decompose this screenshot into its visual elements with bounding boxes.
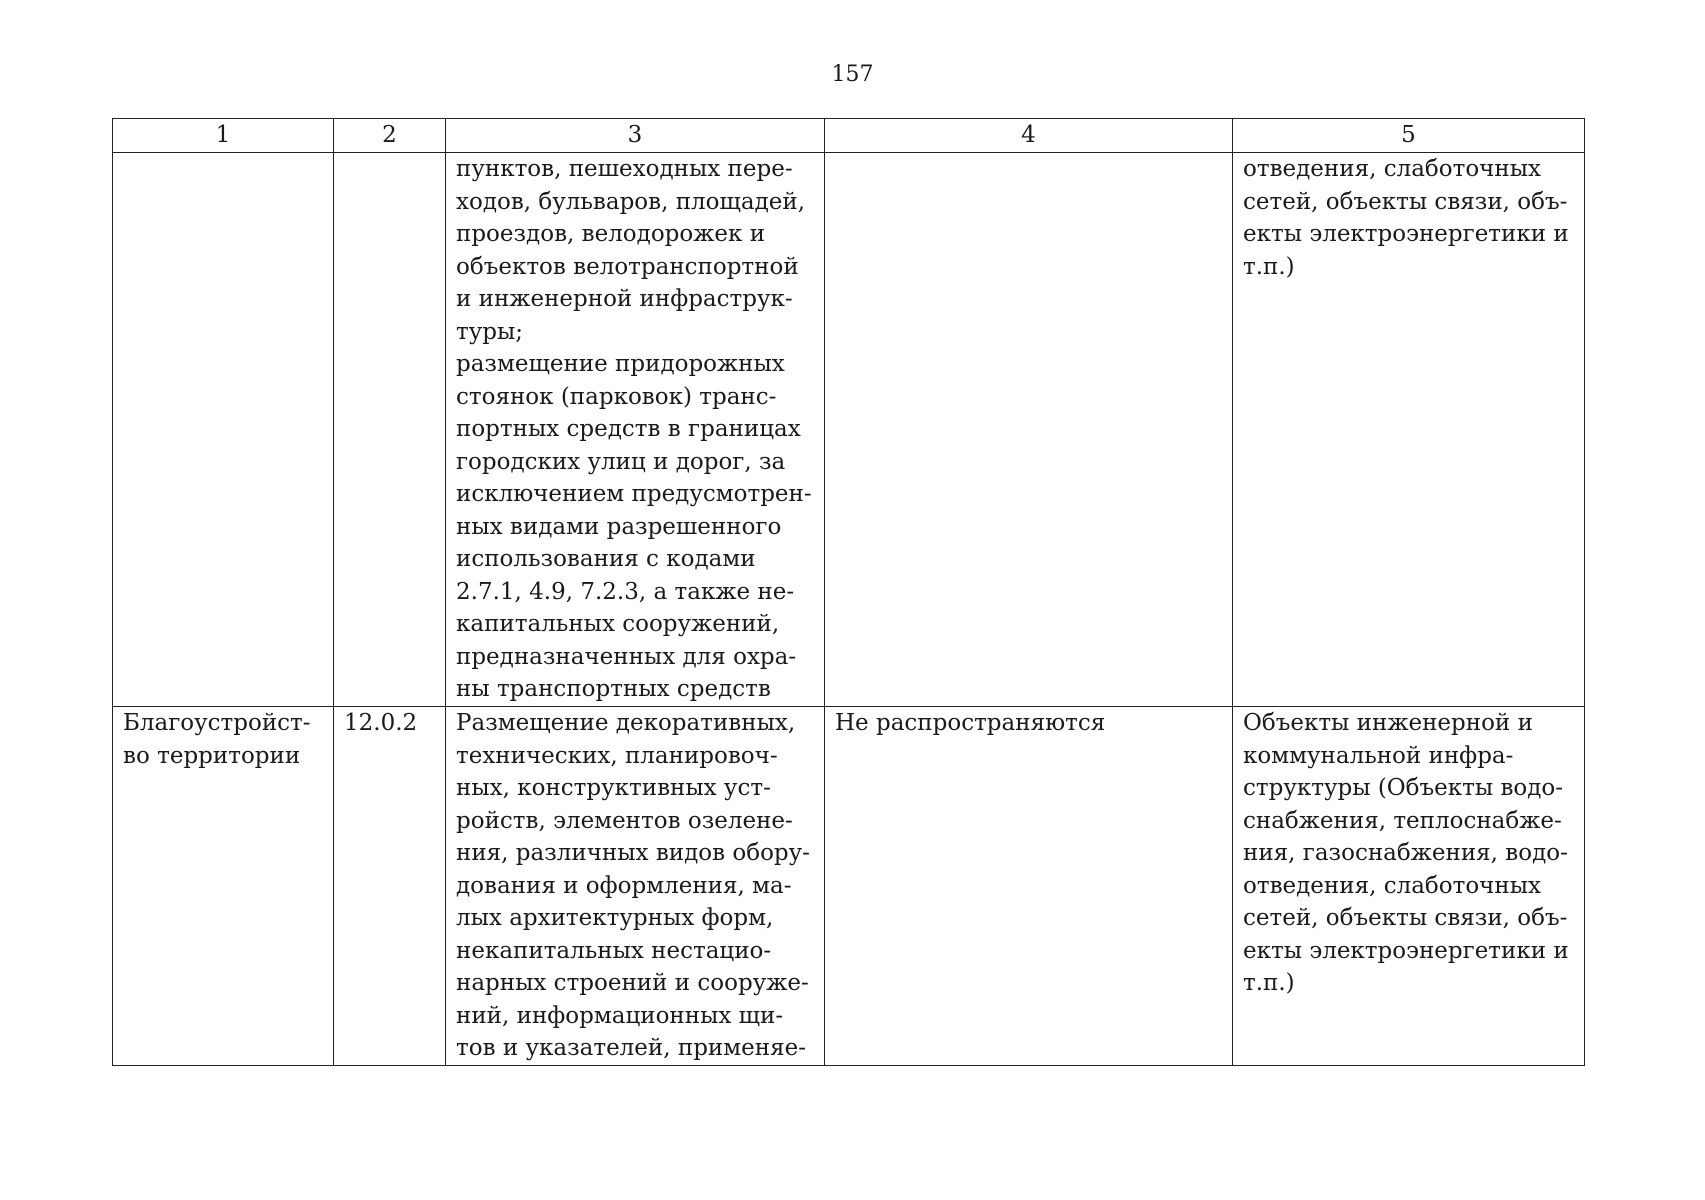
header-col-2: 2 [334, 119, 446, 153]
table-row [113, 153, 1585, 707]
cell-auxiliary-objects: Объекты инженерной и коммунальной инфра- структуры (Объекты водо- снабжения, теплоснабже- ния, газоснабжения, водо- отведения, слаботочных сетей, объекты связи, объ- екты электроэнергетики и т.п.) [1233, 707, 1585, 1066]
cell-use-description: пунктов, пешеходных пере- ходов, бульваров, площадей, проездов, велодорожек и объектов велотранспортной и инженерной инфраструк- туры; размещение придорожных стоянок (парковок) транс- портных средств в границах городских улиц и дорог, за исключением предусмотрен- ных видами разрешенного использования с кодами 2.7.1, 4.9, 7.2.3, а также не- капитальных сооружений, предназначенных для охра- ны транспортных средств [446, 153, 825, 707]
header-row [113, 119, 1585, 153]
header-col-4: 4 [825, 119, 1233, 153]
cell-auxiliary-objects: отведения, слаботочных сетей, объекты связи, объ- екты электроэнергетики и т.п.) [1233, 153, 1585, 707]
header-col-5: 5 [1233, 119, 1585, 153]
table-row [113, 707, 1585, 1066]
cell-parameters: Не распространяются [825, 707, 1233, 1066]
header-col-1: 1 [113, 119, 334, 153]
page-number: 157 [831, 62, 874, 87]
header-col-3: 3 [446, 119, 825, 153]
cell-use-name: Благоустройст- во территории [113, 707, 334, 1066]
cell-use-description: Размещение декоративных, технических, планировоч- ных, конструктивных уст- ройств, элементов озелене- ния, различных видов обору- дования и оформления, ма- лых архитектурных форм, некапитальных нестацио- нарных строений и сооруже- ний, информационных щи- тов и указателей, применяе- [446, 707, 825, 1066]
cell-parameters [825, 153, 1233, 707]
cell-use-name [113, 153, 334, 707]
cell-use-code: 12.0.2 [334, 707, 446, 1066]
regulations-table [112, 118, 1585, 1066]
cell-use-code [334, 153, 446, 707]
